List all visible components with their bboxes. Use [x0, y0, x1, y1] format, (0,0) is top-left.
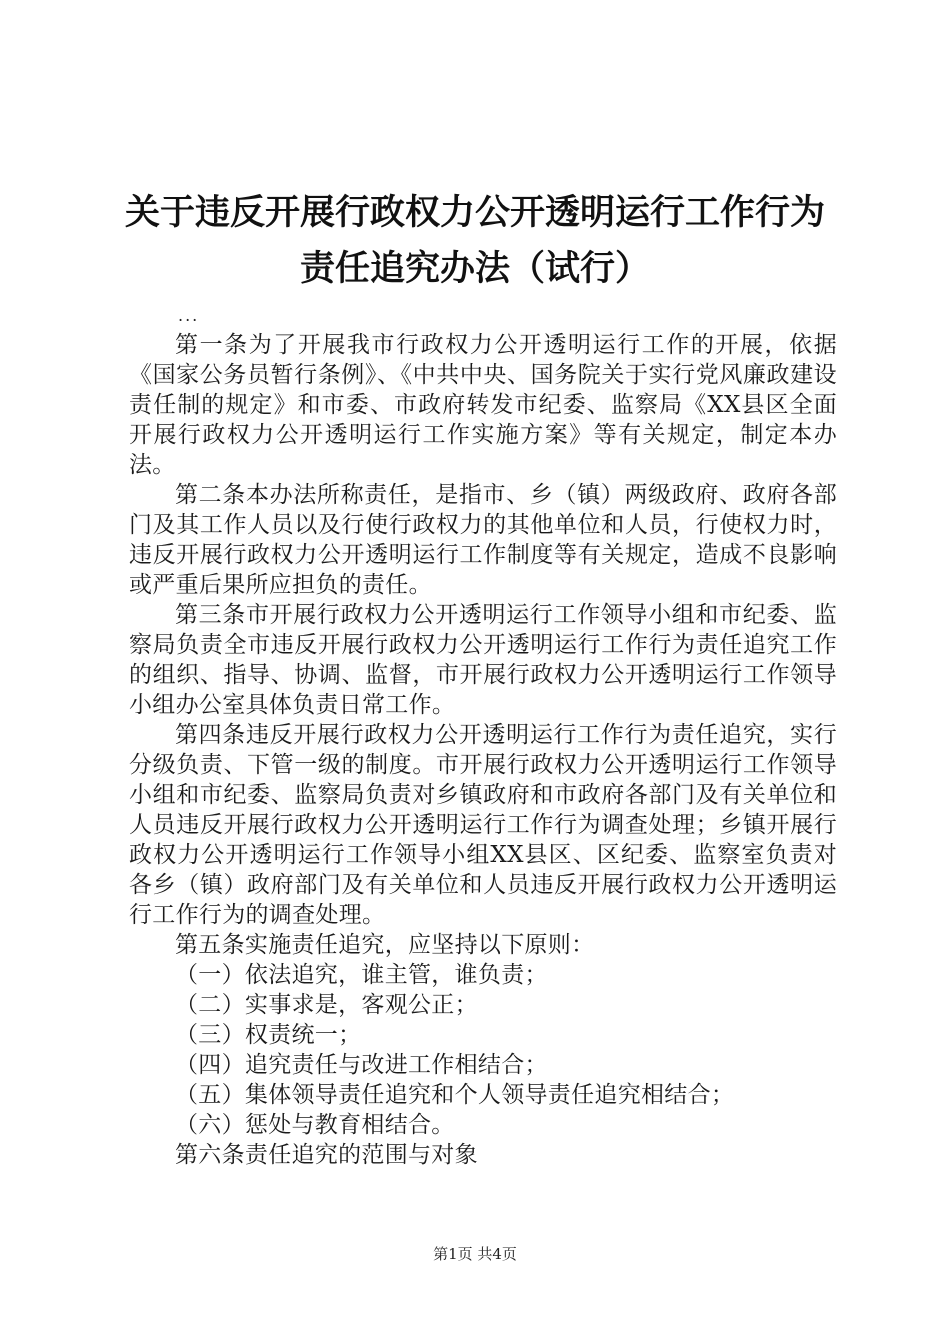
article-1-paragraph: 第一条为了开展我市行政权力公开透明运行工作的开展，依据《国家公务员暂行条例》、《中共中央、国务院关于实行党风廉政建设责任制的规定》和市委、市政府转发市纪委、监察局《XX县区全面开展行政权力公开透明运行工作实施方案》等有关规定，制定本办法。 [129, 332, 837, 478]
page-footer: 第1页 共4页 [433, 1245, 517, 1263]
ellipsis-marker: ... [178, 306, 200, 325]
principle-item-2: （二）实事求是，客观公正； [175, 992, 478, 1018]
article-5-heading: 第五条实施责任追究，应坚持以下原则： [175, 932, 595, 958]
document-title-line-1: 关于违反开展行政权力公开透明运行工作行为 [124, 193, 825, 233]
article-4-paragraph: 第四条违反开展行政权力公开透明运行工作行为责任追究，实行分级负责、下管一级的制度。市开展行政权力公开透明运行工作领导小组和市纪委、监察局负责对乡镇政府和市政府各部门及有关单位和人员违反开展行政权力公开透明运行工作行为调查处理；乡镇开展行政权力公开透明运行工作领导小组XX县区、区纪委、监察室负责对各乡（镇）政府部门及有关单位和人员违反开展行政权力公开透明运行工作行为的调查处理。 [129, 722, 837, 928]
article-2-paragraph: 第二条本办法所称责任，是指市、乡（镇）两级政府、政府各部门及其工作人员以及行使行政权力的其他单位和人员，行使权力时，违反开展行政权力公开透明运行工作制度等有关规定，造成不良影响或严重后果所应担负的责任。 [129, 482, 837, 598]
article-3-paragraph: 第三条市开展行政权力公开透明运行工作领导小组和市纪委、监察局负责全市违反开展行政权力公开透明运行工作行为责任追究工作的组织、指导、协调、监督，市开展行政权力公开透明运行工作领导小组办公室具体负责日常工作。 [129, 602, 837, 718]
principle-item-1: （一）依法追究，谁主管，谁负责； [175, 962, 548, 988]
principle-item-5: （五）集体领导责任追究和个人领导责任追究相结合； [175, 1082, 735, 1108]
principle-item-3: （三）权责统一； [175, 1022, 362, 1048]
document-title-line-2: 责任追究办法（试行） [299, 249, 650, 289]
article-6-heading: 第六条责任追究的范围与对象 [175, 1142, 478, 1168]
principle-item-4: （四）追究责任与改进工作相结合； [175, 1052, 548, 1078]
document-body [129, 330, 837, 1170]
principle-item-6: （六）惩处与教育相结合。 [175, 1112, 455, 1138]
